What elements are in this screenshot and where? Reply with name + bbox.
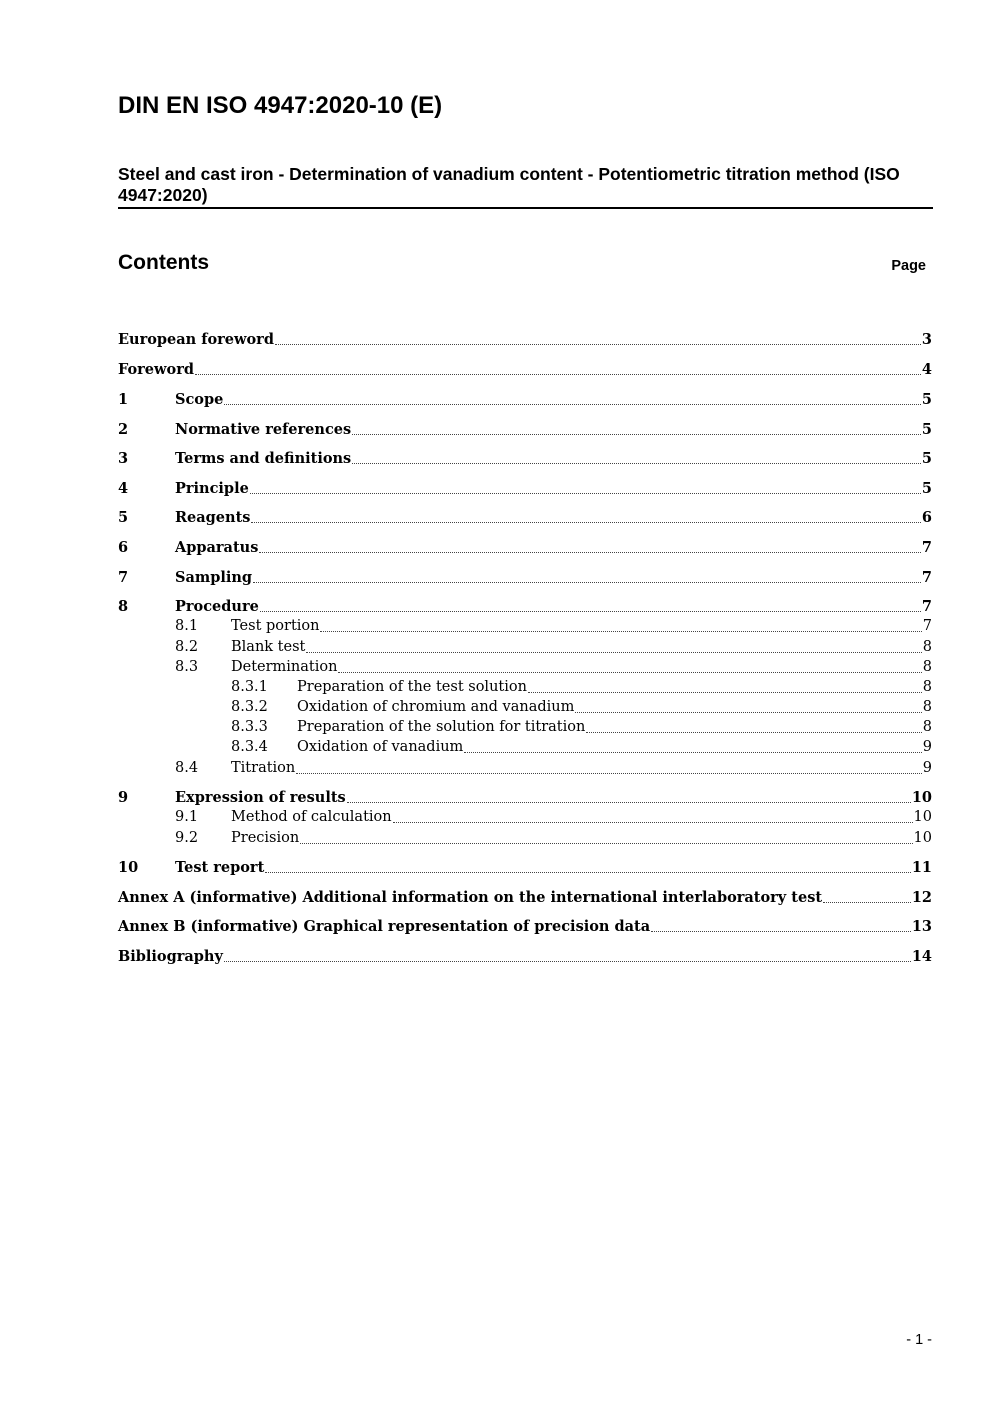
toc-page: 8 (922, 679, 932, 695)
toc-entry-8-3-3[interactable] (118, 719, 932, 739)
toc-entry-8[interactable] (118, 598, 932, 618)
toc-leader (823, 902, 911, 903)
toc-entry-9[interactable] (118, 789, 932, 809)
toc-page: 7 (921, 569, 932, 586)
toc-number: 8.2 (175, 639, 199, 655)
contents-heading: Contents (118, 251, 209, 274)
toc-leader (586, 732, 921, 733)
toc-entry-2[interactable] (118, 421, 932, 441)
toc-entry-7[interactable] (118, 569, 932, 589)
toc-leader (464, 752, 921, 753)
toc-title: Apparatus (175, 539, 259, 556)
toc-entry-1[interactable] (118, 391, 932, 411)
toc-number: 8.1 (175, 618, 199, 634)
toc-leader (296, 773, 922, 774)
toc-number: 8 (118, 598, 129, 615)
toc-page: 5 (921, 450, 932, 467)
toc-entry-8-3-2[interactable] (118, 699, 932, 719)
toc-number: 1 (118, 391, 129, 408)
toc-leader (352, 463, 921, 464)
toc-leader (393, 822, 913, 823)
toc-entry-8-2[interactable] (118, 639, 932, 659)
toc-leader (651, 931, 911, 932)
toc-title: Annex A (informative) Additional information on the international interlaboratory test (118, 889, 823, 906)
toc-page: 9 (922, 760, 932, 776)
toc-title: Preparation of the solution for titration (297, 719, 586, 735)
toc-page: 10 (913, 809, 932, 825)
toc-leader (338, 672, 921, 673)
toc-page: 5 (921, 480, 932, 497)
toc-leader (250, 493, 921, 494)
toc-page: 10 (911, 789, 932, 806)
toc-title: Procedure (175, 598, 259, 615)
toc-page: 4 (921, 361, 932, 378)
toc-leader (306, 652, 921, 653)
toc-number: 8.4 (175, 760, 199, 776)
toc-leader (320, 631, 921, 632)
toc-entry-annex-a[interactable] (118, 889, 932, 909)
toc-page: 5 (921, 421, 932, 438)
toc-page: 11 (911, 859, 932, 876)
toc-title: Determination (231, 659, 338, 675)
toc-page: 7 (921, 598, 932, 615)
page-number-footer: - 1 - (906, 1332, 932, 1348)
toc-leader (265, 872, 911, 873)
toc-number: 9.1 (175, 809, 199, 825)
toc-leader (253, 582, 921, 583)
page-column-heading: Page (891, 258, 926, 274)
toc-title: Expression of results (175, 789, 346, 806)
toc-title: Sampling (175, 569, 253, 586)
toc-number: 8.3.1 (231, 679, 268, 695)
toc-entry-bibliography[interactable] (118, 948, 932, 968)
toc-page: 10 (913, 830, 932, 846)
toc-number: 6 (118, 539, 129, 556)
toc-leader (528, 692, 922, 693)
toc-leader (575, 712, 921, 713)
toc-page: 8 (922, 699, 932, 715)
toc-number: 10 (118, 859, 139, 876)
toc-number: 8.3.2 (231, 699, 268, 715)
toc-title: Principle (175, 480, 249, 497)
toc-entry-5[interactable] (118, 509, 932, 529)
toc-title: Scope (175, 391, 224, 408)
toc-title: Terms and definitions (175, 450, 352, 467)
toc-leader (300, 843, 912, 844)
toc-number: 7 (118, 569, 129, 586)
toc-leader (224, 961, 911, 962)
toc-number: 9.2 (175, 830, 199, 846)
document-designation: DIN EN ISO 4947:2020-10 (E) (118, 92, 443, 119)
toc-title: Reagents (175, 509, 251, 526)
toc-entry-8-3-1[interactable] (118, 679, 932, 699)
toc-page: 9 (922, 739, 932, 755)
toc-page: 6 (921, 509, 932, 526)
toc-leader (352, 434, 921, 435)
toc-page: 13 (911, 918, 932, 935)
toc-entry-4[interactable] (118, 480, 932, 500)
toc-page: 3 (921, 331, 932, 348)
toc-title: Method of calculation (231, 809, 392, 825)
toc-entry-9-2[interactable] (118, 830, 932, 850)
toc-leader (347, 802, 911, 803)
toc-entry-10[interactable] (118, 859, 932, 879)
toc-title: Foreword (118, 361, 194, 378)
toc-number: 8.3.4 (231, 739, 268, 755)
toc-title: European foreword (118, 331, 274, 348)
toc-number: 5 (118, 509, 129, 526)
toc-number: 8.3 (175, 659, 199, 675)
toc-title: Oxidation of vanadium (297, 739, 464, 755)
toc-title: Test report (175, 859, 265, 876)
toc-entry-european-foreword[interactable] (118, 331, 932, 351)
toc-number: 8.3.3 (231, 719, 268, 735)
toc-entry-8-1[interactable] (118, 618, 932, 638)
toc-title: Precision (231, 830, 300, 846)
toc-entry-8-4[interactable] (118, 760, 932, 780)
toc-leader (224, 404, 921, 405)
toc-number: 3 (118, 450, 129, 467)
toc-entry-3[interactable] (118, 450, 932, 470)
toc-entry-6[interactable] (118, 539, 932, 559)
toc-page: 8 (922, 719, 932, 735)
toc-title: Blank test (231, 639, 306, 655)
toc-page: 7 (922, 618, 932, 634)
toc-title: Test portion (231, 618, 320, 634)
toc-page: 8 (922, 639, 932, 655)
toc-leader (260, 611, 921, 612)
toc-title: Bibliography (118, 948, 223, 965)
document-title: Steel and cast iron - Determination of vanadium content - Potentiometric titration method (ISO 4947:2020) (118, 164, 933, 209)
toc-title: Titration (231, 760, 296, 776)
toc-entry-9-1[interactable] (118, 809, 932, 829)
toc-entry-foreword[interactable] (118, 361, 932, 381)
toc-page: 8 (922, 659, 932, 675)
table-of-contents (118, 0, 932, 1403)
toc-title: Normative references (175, 421, 352, 438)
toc-number: 4 (118, 480, 129, 497)
toc-entry-8-3-4[interactable] (118, 739, 932, 759)
toc-page: 12 (911, 889, 932, 906)
toc-page: 14 (911, 948, 932, 965)
toc-leader (251, 522, 920, 523)
toc-entry-annex-b[interactable] (118, 918, 932, 938)
toc-leader (259, 552, 921, 553)
toc-number: 9 (118, 789, 129, 806)
toc-title: Annex B (informative) Graphical representation of precision data (118, 918, 651, 935)
toc-page: 5 (921, 391, 932, 408)
toc-title: Preparation of the test solution (297, 679, 527, 695)
toc-entry-8-3[interactable] (118, 659, 932, 679)
toc-number: 2 (118, 421, 129, 438)
toc-page: 7 (921, 539, 932, 556)
toc-leader (275, 344, 921, 345)
toc-leader (195, 374, 921, 375)
toc-title: Oxidation of chromium and vanadium (297, 699, 575, 715)
